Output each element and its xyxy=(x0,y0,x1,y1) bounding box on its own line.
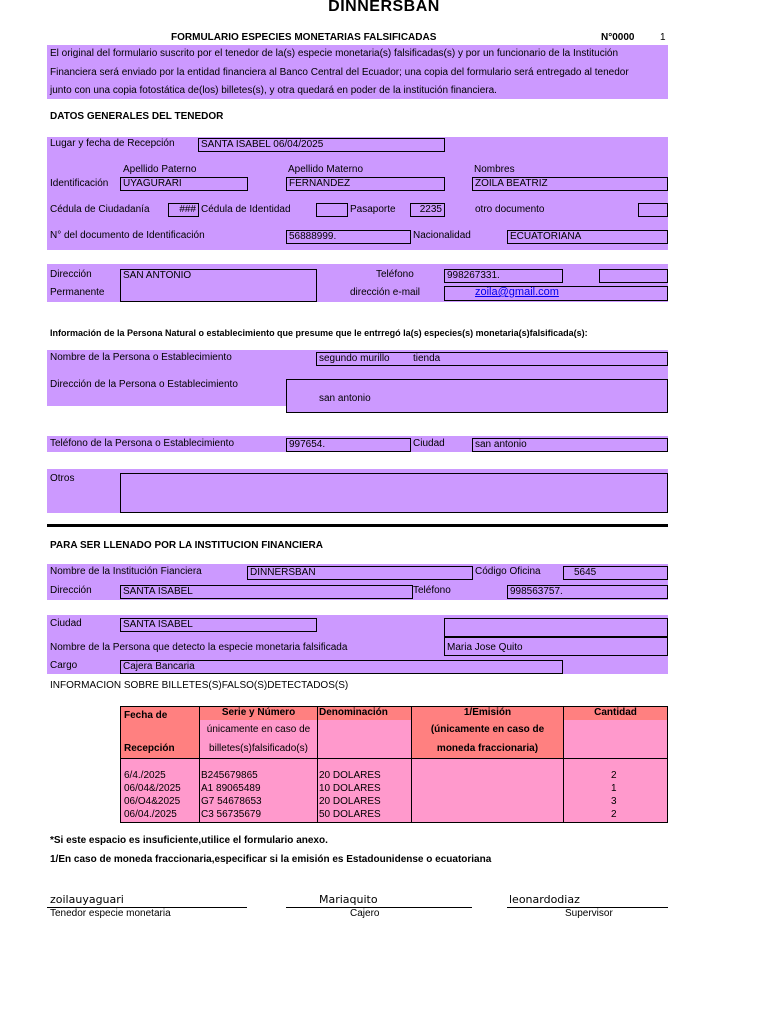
billetes-table xyxy=(120,706,668,823)
institucion-nombre-label: Nombre de la Institución Fianciera xyxy=(50,566,202,577)
institucion-section-title: PARA SER LLENADO POR LA INSTITUCION FINANCIERA xyxy=(50,540,323,551)
otro-documento-field[interactable] xyxy=(638,203,668,217)
email-label: dirección e-mail xyxy=(350,287,421,298)
telefono-field[interactable]: 998267331. xyxy=(444,269,563,283)
cedula-ciudadania-field[interactable]: ### xyxy=(168,203,199,217)
persona-ciudad-label: Ciudad xyxy=(413,438,445,449)
persona-nombre-field[interactable] xyxy=(316,352,668,366)
persona-direccion-value: san antonio xyxy=(319,393,371,404)
header-line xyxy=(121,758,667,759)
billetes-section-title: INFORMACION SOBRE BILLETES(S)FALSO(S)DETECTADOS(S) xyxy=(50,680,349,691)
note-2: 1/En caso de moneda fraccionaria,especificar si la emisión es Estadounidense o ecuatoriana xyxy=(50,854,492,865)
note-1: *Si este espacio es insuficiente,utilice el formulario anexo. xyxy=(50,835,328,846)
page-title: DINNERSBAN xyxy=(328,0,440,15)
persona-otros-label: Otros xyxy=(50,473,75,484)
header-denominacion: Denominación xyxy=(319,707,388,718)
header-serie-2: únicamente en caso de xyxy=(206,724,311,735)
row-2-fecha: 06/04&/2025 xyxy=(124,783,181,794)
form-title: FORMULARIO ESPECIES MONETARIAS FALSIFICADAS xyxy=(171,32,437,43)
row-1-serie: B245679865 xyxy=(201,770,258,781)
signature-supervisor-role: Supervisor xyxy=(565,908,613,919)
row-2-denominacion: 10 DOLARES xyxy=(319,783,381,794)
persona-nombre-value-2: tienda xyxy=(413,353,441,364)
row-4-cantidad: 2 xyxy=(611,809,617,820)
signature-cajero-name: Mariaquito xyxy=(319,893,378,906)
row-4-denominacion: 50 DOLARES xyxy=(319,809,381,820)
col-line-2 xyxy=(317,707,318,822)
cedula-identidad-label: Cédula de Identidad xyxy=(201,204,291,215)
pasaporte-field[interactable]: 2235 xyxy=(410,203,445,217)
form-number-label: N°0000 xyxy=(601,32,635,43)
institucion-nombre-field[interactable]: DINNERSBAN xyxy=(247,566,473,580)
header-serie-3: billetes(s)falsificado(s) xyxy=(209,743,308,754)
persona-nombre-label: Nombre de la Persona o Establecimiento xyxy=(50,352,232,363)
codigo-oficina-field[interactable]: 5645 xyxy=(563,566,668,580)
section-divider xyxy=(47,524,668,527)
email-field[interactable] xyxy=(444,286,668,301)
tenedor-section-title: DATOS GENERALES DEL TENEDOR xyxy=(50,111,224,122)
signature-tenedor-role: Tenedor especie monetaria xyxy=(50,908,171,919)
signature-cajero-role: Cajero xyxy=(350,908,380,919)
signature-tenedor-name: zoilauyaguari xyxy=(50,893,124,906)
row-3-fecha: 06/O4&2025 xyxy=(124,796,181,807)
apellido-materno-label: Apellido Materno xyxy=(288,164,364,175)
row-3-serie: G7 54678653 xyxy=(201,796,262,807)
cargo-field[interactable]: Cajera Bancaria xyxy=(120,660,563,674)
apellido-materno-field[interactable]: FERNANDEZ xyxy=(286,177,445,191)
institucion-ciudad-label: Ciudad xyxy=(50,618,82,629)
form-number-value: 1 xyxy=(660,32,666,43)
header-emision-1: 1/Emisión xyxy=(463,707,512,718)
institucion-telefono-label: Teléfono xyxy=(413,585,451,596)
institucion-direccion-label: Dirección xyxy=(50,585,92,596)
identificacion-label: Identificación xyxy=(50,178,109,189)
header-emision-2: (únicamente en caso de xyxy=(430,724,545,735)
cedula-ciudadania-label: Cédula de Ciudadanía xyxy=(50,204,150,215)
row-3-denominacion: 20 DOLARES xyxy=(319,796,381,807)
persona-telefono-field[interactable]: 997654. xyxy=(286,438,411,452)
apellido-paterno-field[interactable]: UYAGURARI xyxy=(120,177,248,191)
direccion-label: Dirección xyxy=(50,269,92,280)
lugar-label: Lugar y fecha de Recepción xyxy=(50,138,175,149)
row-1-fecha: 6/4./2025 xyxy=(124,770,166,781)
otro-documento-label: otro documento xyxy=(475,204,545,215)
direccion-field[interactable]: SAN ANTONIO xyxy=(120,269,317,302)
lugar-field[interactable]: SANTA ISABEL 06/04/2025 xyxy=(198,138,445,152)
telefono-extra-field[interactable] xyxy=(599,269,668,283)
col-line-4 xyxy=(563,707,564,822)
persona-direccion-field[interactable] xyxy=(286,379,668,413)
nacionalidad-field[interactable]: ECUATORIANA xyxy=(507,230,668,244)
persona-telefono-label: Teléfono de la Persona o Establecimiento xyxy=(50,438,235,449)
row-4-serie: C3 56735679 xyxy=(201,809,262,820)
num-documento-field[interactable]: 56888999. xyxy=(286,230,411,244)
apellido-paterno-label: Apellido Paterno xyxy=(123,164,197,175)
header-cantidad: Cantidad xyxy=(594,707,637,718)
row-3-cantidad: 3 xyxy=(611,796,617,807)
institucion-telefono-field[interactable]: 998563757. xyxy=(507,585,668,599)
nombres-label: Nombres xyxy=(474,164,515,175)
institucion-extra-field[interactable] xyxy=(444,618,668,637)
row-4-fecha: 06/04./2025 xyxy=(124,809,177,820)
cedula-identidad-field[interactable] xyxy=(316,203,348,217)
telefono-label: Teléfono xyxy=(376,269,414,280)
detector-label: Nombre de la Persona que detecto la especie monetaria falsificada xyxy=(50,642,348,653)
header-fecha-1: Fecha de xyxy=(124,710,168,721)
persona-direccion-label: Dirección de la Persona o Establecimiento xyxy=(50,379,238,390)
persona-section-title: Información de la Persona Natural o establecimiento que presume que le entrregó la(s) especies(s) monetaria(s)falsificada(s): xyxy=(50,328,588,338)
nacionalidad-label: Nacionalidad xyxy=(413,230,471,241)
institucion-direccion-field[interactable]: SANTA ISABEL xyxy=(120,585,413,599)
institucion-ciudad-field[interactable]: SANTA ISABEL xyxy=(120,618,317,632)
row-2-cantidad: 1 xyxy=(611,783,617,794)
signature-supervisor-name: leonardodiaz xyxy=(509,893,580,906)
intro-line-2: Financiera será enviado por la entidad financiera al Banco Central del Ecuador; una copia del formulario será entregado al tenedor xyxy=(50,67,629,78)
detector-field[interactable]: Maria Jose Quito xyxy=(444,637,668,656)
cargo-label: Cargo xyxy=(50,660,78,671)
permanente-label: Permanente xyxy=(50,287,105,298)
header-emision-3: moneda fraccionaria) xyxy=(436,743,539,754)
header-serie-1: Serie y Número xyxy=(221,707,296,718)
header-fecha-2: Recepción xyxy=(124,743,175,754)
persona-ciudad-field[interactable]: san antonio xyxy=(472,438,668,452)
persona-otros-field[interactable] xyxy=(120,473,668,513)
codigo-oficina-label: Código Oficina xyxy=(475,566,541,577)
row-1-cantidad: 2 xyxy=(611,770,617,781)
intro-line-1: El original del formulario suscrito por el tenedor de la(s) especie monetaria(s) falsificadas(s) y por un funcionario de la Institución xyxy=(50,48,619,59)
num-documento-label: N° del documento de Identificación xyxy=(50,230,205,241)
pasaporte-label: Pasaporte xyxy=(350,204,396,215)
nombres-field[interactable]: ZOILA BEATRIZ xyxy=(472,177,668,191)
row-1-denominacion: 20 DOLARES xyxy=(319,770,381,781)
persona-nombre-value: segundo murillo xyxy=(319,353,390,364)
intro-line-3: junto con una copia fotostática de(los) billetes(s), y otra quedará en poder de la institución financiera. xyxy=(50,85,497,96)
email-link[interactable]: zoila@gmail.com xyxy=(475,286,559,298)
row-2-serie: A1 89065489 xyxy=(201,783,261,794)
